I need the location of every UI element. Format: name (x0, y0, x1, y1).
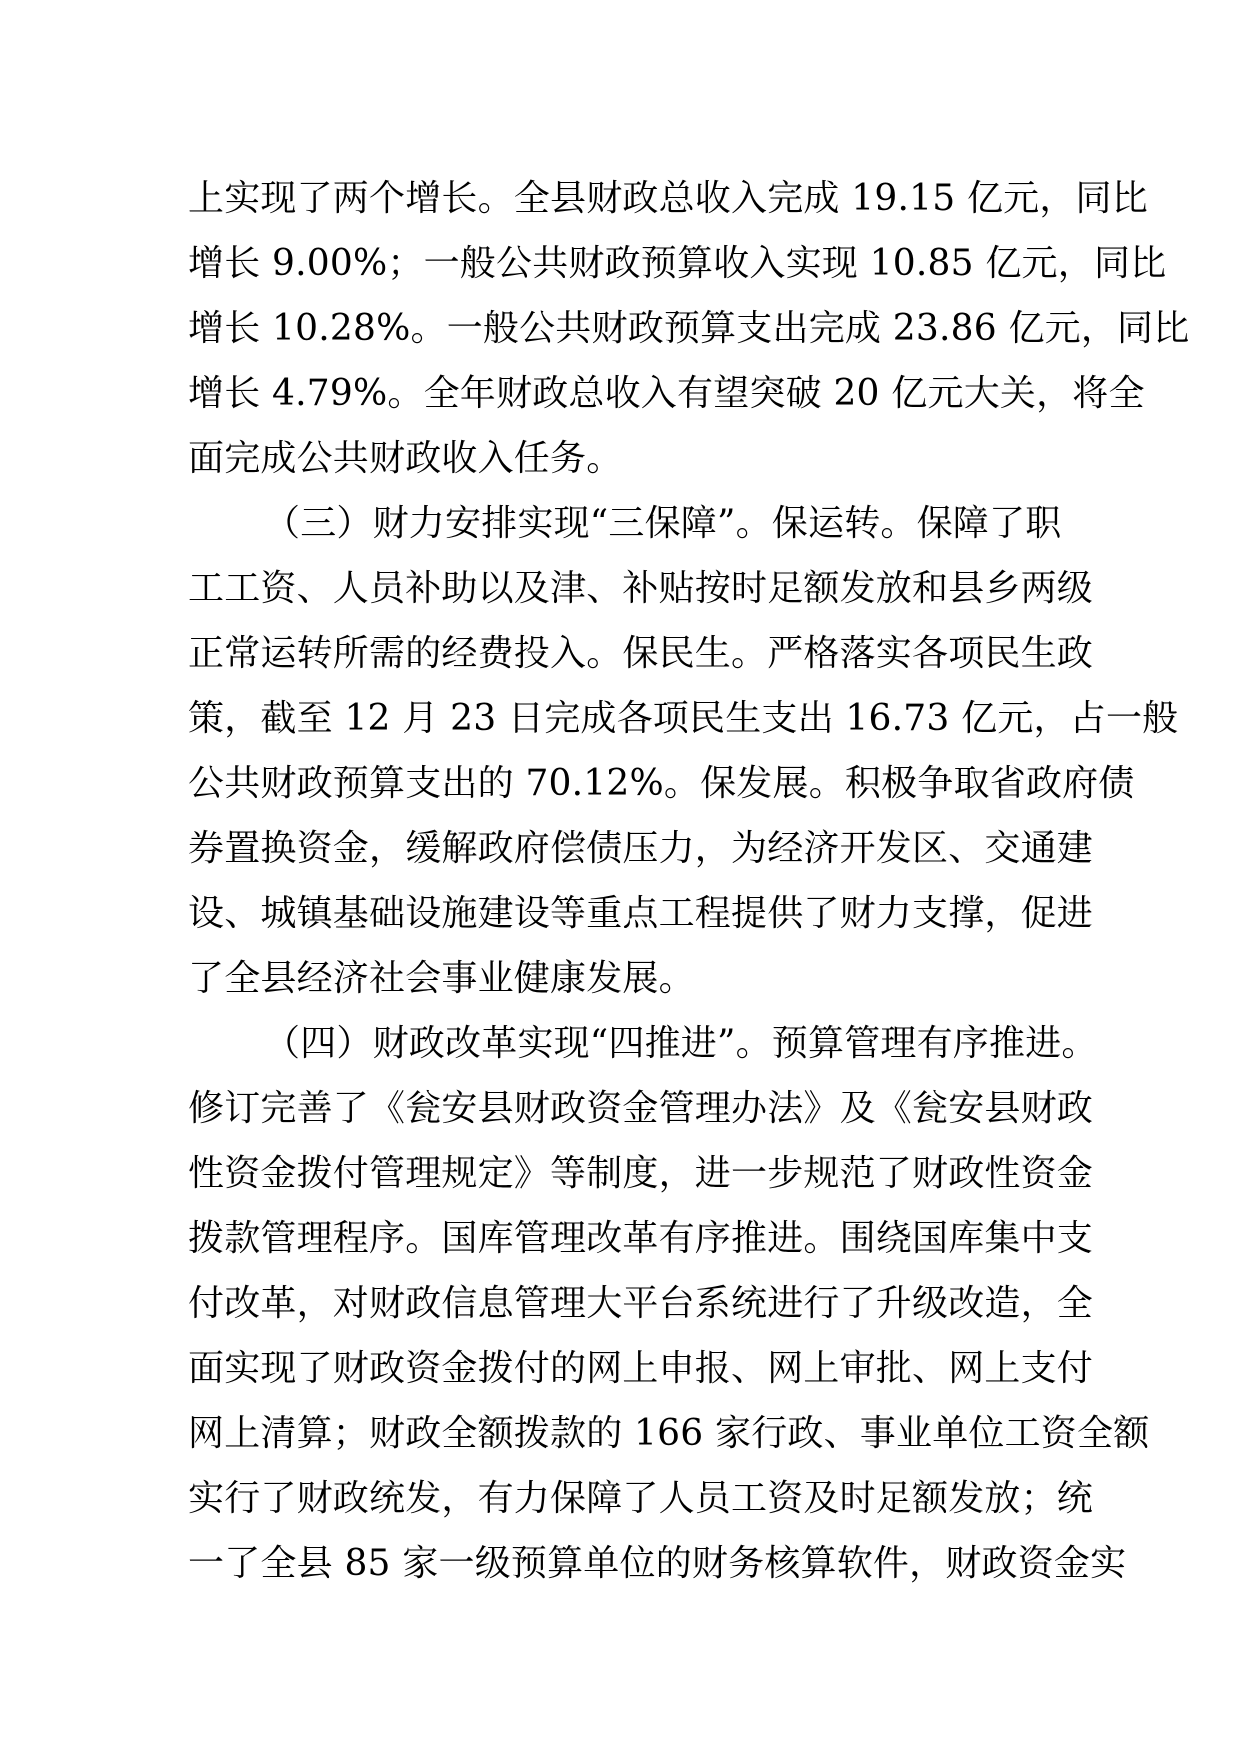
text-line: 策，截至 12 月 23 日完成各项民生支出 16.73 亿元，占一般 (188, 698, 1179, 739)
text-line: 一了全县 85 家一级预算单位的财务核算软件，财政资金实 (188, 1543, 1127, 1584)
text-line: 修订完善了《瓮安县财政资金管理办法》及《瓮安县财政 (188, 1088, 1094, 1129)
text-line: 增长 4.79%。全年财政总收入有望突破 20 亿元大关，将全 (188, 373, 1145, 414)
text-line: 增长 9.00%；一般公共财政预算收入实现 10.85 亿元，同比 (188, 243, 1167, 284)
text-line: 拨款管理程序。国库管理改革有序推进。围绕国库集中支 (188, 1218, 1094, 1259)
text-line: 上实现了两个增长。全县财政总收入完成 19.15 亿元，同比 (188, 178, 1148, 219)
text-line: 公共财政预算支出的 70.12%。保发展。积极争取省政府债 (188, 763, 1135, 804)
text-line: 付改革，对财政信息管理大平台系统进行了升级改造，全 (188, 1283, 1094, 1324)
paragraph-start-line: （三）财力安排实现“三保障”。保运转。保障了职 (264, 503, 1062, 544)
text-line: 面实现了财政资金拨付的网上申报、网上审批、网上支付 (188, 1348, 1094, 1389)
paragraph-start-line: （四）财政改革实现“四推进”。预算管理有序推进。 (264, 1023, 1098, 1064)
text-line: 工工资、人员补助以及津、补贴按时足额发放和县乡两级 (188, 568, 1094, 609)
body-text (188, 166, 1190, 1596)
text-line: 网上清算；财政全额拨款的 166 家行政、事业单位工资全额 (188, 1413, 1150, 1454)
text-line: 正常运转所需的经费投入。保民生。严格落实各项民生政 (188, 633, 1094, 674)
text-line: 券置换资金，缓解政府偿债压力，为经济开发区、交通建 (188, 828, 1094, 869)
text-line: 实行了财政统发，有力保障了人员工资及时足额发放；统 (188, 1478, 1094, 1519)
text-line: 了全县经济社会事业健康发展。 (188, 958, 695, 999)
text-line: 设、城镇基础设施建设等重点工程提供了财力支撑，促进 (188, 893, 1094, 934)
text-line: 性资金拨付管理规定》等制度，进一步规范了财政性资金 (188, 1153, 1094, 1194)
text-line: 增长 10.28%。一般公共财政预算支出完成 23.86 亿元，同比 (188, 308, 1190, 349)
text-line: 面完成公共财政收入任务。 (188, 438, 623, 479)
